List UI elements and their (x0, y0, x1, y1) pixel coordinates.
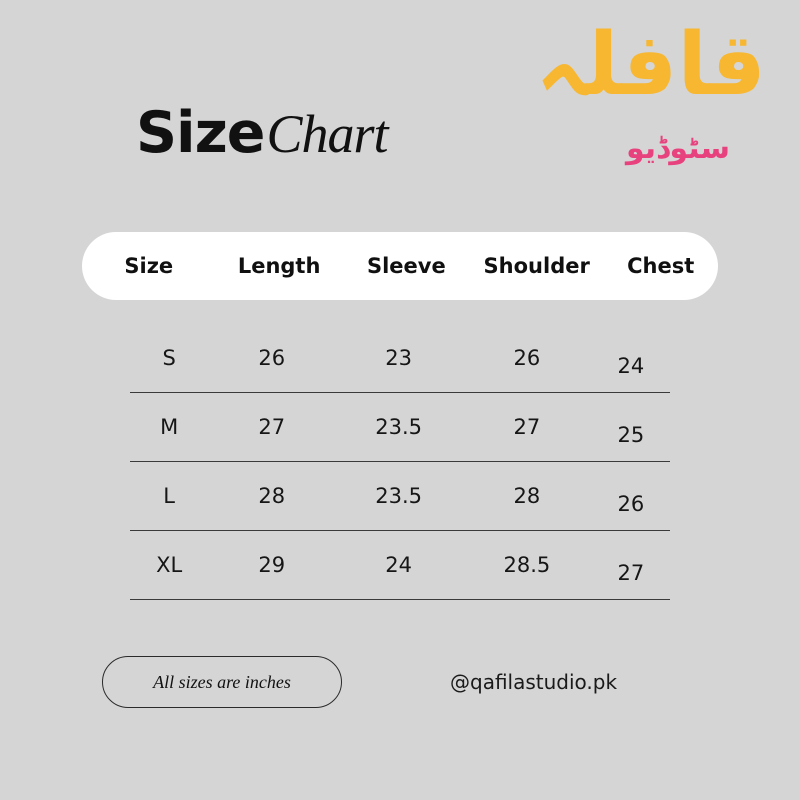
column-header-sleeve: Sleeve (366, 254, 446, 278)
cell-length: 27 (258, 415, 286, 439)
logo-sub-text: سٹوڈیو (626, 131, 730, 166)
cell-sleeve: 23.5 (375, 484, 423, 508)
cell-shoulder: 28 (513, 484, 541, 508)
cell-length: 26 (258, 346, 286, 370)
cell-sleeve: 23.5 (375, 415, 423, 439)
logo-arabic-text: قافلہ (535, 15, 766, 115)
cell-sleeve: 24 (385, 553, 412, 577)
cell-chest: 25 (617, 423, 645, 447)
cell-length: 29 (258, 553, 286, 577)
cell-chest: 27 (617, 561, 645, 585)
cell-length: 28 (258, 484, 286, 508)
title-main: Size (136, 100, 265, 166)
units-note-text: All sizes are inches (153, 671, 291, 692)
column-header-chest: Chest (627, 254, 695, 278)
table-row (130, 462, 670, 531)
cell-size: M (160, 415, 179, 439)
column-header-size: Size (124, 254, 174, 278)
page-title (136, 100, 387, 166)
cell-chest: 26 (617, 492, 645, 516)
cell-shoulder: 28.5 (503, 553, 551, 577)
cell-shoulder: 27 (513, 415, 541, 439)
table-body (82, 324, 718, 600)
cell-size: XL (156, 553, 183, 577)
title-script: Chart (266, 104, 388, 164)
table-row (130, 393, 670, 462)
cell-chest: 24 (617, 354, 645, 378)
brand-logo (535, 15, 772, 192)
column-header-shoulder: Shoulder (483, 254, 590, 278)
cell-size: S (162, 346, 176, 370)
units-note-badge (102, 656, 342, 708)
cell-shoulder: 26 (513, 346, 541, 370)
table-row (130, 324, 670, 393)
size-table (82, 232, 718, 600)
social-handle: @qafilastudio.pk (450, 670, 618, 694)
cell-sleeve: 23 (385, 346, 412, 370)
table-header-row (82, 232, 718, 300)
cell-size: L (163, 484, 175, 508)
table-row (130, 531, 670, 600)
column-header-length: Length (237, 254, 321, 278)
